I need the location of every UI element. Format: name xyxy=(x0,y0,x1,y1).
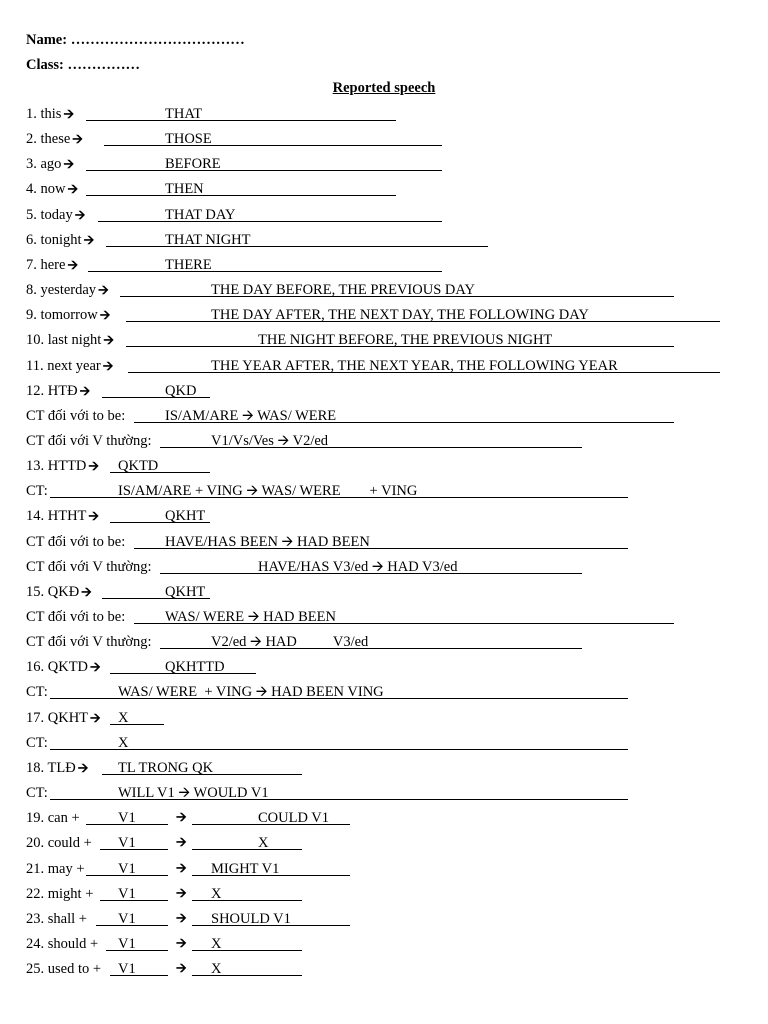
answer-text: QKHT xyxy=(165,583,206,600)
row-label: CT đối với to be: xyxy=(26,407,126,424)
answer-text: QKD xyxy=(165,382,197,399)
answer-text: QKTD xyxy=(118,458,159,475)
arrow-icon: 🡪 xyxy=(88,509,99,525)
class-dots: …………… xyxy=(67,57,140,73)
row-label: 11. next year 🡪 xyxy=(26,357,114,374)
answer-blank xyxy=(104,129,442,146)
modal-right-text: MIGHT V1 xyxy=(211,860,280,877)
answer-text: V1/Vs/Ves 🡪 V2/ed xyxy=(211,432,329,449)
modal-left-blank xyxy=(106,934,168,951)
arrow-icon: 🡪 xyxy=(103,333,114,349)
arrow-icon: 🡪 xyxy=(176,910,187,926)
class-label: Class: xyxy=(26,57,64,73)
row-label: 6. tonight 🡪 xyxy=(26,231,95,248)
modal-right-blank xyxy=(192,934,302,951)
modal-left-text: V1 xyxy=(118,835,136,852)
arrow-icon: 🡪 xyxy=(176,885,187,901)
row-label: CT đối với V thường: xyxy=(26,558,152,575)
modal-right-text: COULD V1 xyxy=(258,810,330,827)
answer-text: THE NIGHT BEFORE, THE PREVIOUS NIGHT xyxy=(258,332,553,349)
answer-text: THOSE xyxy=(165,131,212,148)
modal-left-text: V1 xyxy=(118,860,136,877)
answer-text: IS/AM/ARE + VING 🡪 WAS/ WERE + VING xyxy=(118,483,418,500)
arrow-icon: 🡪 xyxy=(67,182,79,198)
answer-text: WILL V1 🡪 WOULD V1 xyxy=(118,785,269,802)
row-label: CT đối với V thường: xyxy=(26,432,152,449)
name-dots: ……………………………… xyxy=(70,32,245,48)
modal-right-text: X xyxy=(211,885,222,902)
row-label: CT: xyxy=(26,734,48,751)
arrow-icon: 🡪 xyxy=(98,283,109,299)
answer-text: X xyxy=(118,709,129,726)
answer-blank xyxy=(86,179,396,196)
modal-label: 22. might + xyxy=(26,885,94,902)
modal-label: 25. used to + xyxy=(26,961,102,978)
arrow-icon: 🡪 xyxy=(88,459,99,475)
answer-text: THE DAY BEFORE, THE PREVIOUS DAY xyxy=(211,282,475,299)
answer-text: THERE xyxy=(165,256,212,273)
row-label: CT đối với to be: xyxy=(26,533,126,550)
answer-blank xyxy=(88,255,442,272)
row-label: 16. QKTD 🡪 xyxy=(26,659,101,676)
arrow-icon: 🡪 xyxy=(90,660,101,676)
arrow-icon: 🡪 xyxy=(102,358,114,374)
answer-text: QKHTTD xyxy=(165,659,225,676)
arrow-icon: 🡪 xyxy=(77,760,89,776)
row-label: 14. HTHT 🡪 xyxy=(26,508,99,525)
row-label: CT: xyxy=(26,483,48,500)
arrow-icon: 🡪 xyxy=(176,835,187,851)
arrow-icon: 🡪 xyxy=(79,383,91,399)
arrow-icon: 🡪 xyxy=(176,860,187,876)
row-label: CT đối với to be: xyxy=(26,609,126,625)
answer-text: V2/ed 🡪 HAD V3/ed xyxy=(211,634,369,651)
modal-right-text: SHOULD V1 xyxy=(211,910,291,927)
answer-text: TL TRONG QK xyxy=(118,759,214,776)
arrow-icon: 🡪 xyxy=(176,810,187,826)
answer-blank xyxy=(98,205,442,222)
row-label: 8. yesterday 🡪 xyxy=(26,282,109,299)
answer-text: THEN xyxy=(165,181,204,198)
arrow-icon: 🡪 xyxy=(99,308,111,324)
row-label: 1. this 🡪 xyxy=(26,106,75,122)
modal-label: 20. could + xyxy=(26,835,92,852)
row-label: 15. QKĐ 🡪 xyxy=(26,583,92,600)
name-line xyxy=(26,30,245,50)
arrow-icon: 🡪 xyxy=(74,207,86,223)
arrow-icon: 🡪 xyxy=(81,584,92,600)
answer-text: THE DAY AFTER, THE NEXT DAY, THE FOLLOWING DAY xyxy=(211,307,589,324)
answer-text: BEFORE xyxy=(165,156,221,173)
row-label: 5. today 🡪 xyxy=(26,206,86,223)
answer-text: THAT NIGHT xyxy=(165,231,251,248)
answer-blank xyxy=(86,104,396,121)
class-line xyxy=(26,55,140,75)
name-label: Name: xyxy=(26,32,68,48)
answer-text: WAS/ WERE 🡪 HAD BEEN xyxy=(165,609,336,625)
modal-label: 24. should + xyxy=(26,935,99,952)
modal-right-text: X xyxy=(211,935,222,952)
arrow-icon: 🡪 xyxy=(72,132,83,148)
arrow-icon: 🡪 xyxy=(63,157,74,173)
modal-left-text: V1 xyxy=(118,935,136,952)
answer-text: HAVE/HAS V3/ed 🡪 HAD V3/ed xyxy=(258,558,458,575)
row-label: 18. TLĐ 🡪 xyxy=(26,759,89,776)
modal-left-text: V1 xyxy=(118,910,136,927)
modal-label: 21. may + xyxy=(26,860,85,877)
modal-left-text: V1 xyxy=(118,961,136,978)
arrow-icon: 🡪 xyxy=(67,257,79,273)
row-label: 10. last night 🡪 xyxy=(26,332,114,349)
row-label: 13. HTTD 🡪 xyxy=(26,458,99,475)
modal-left-text: V1 xyxy=(118,810,136,827)
row-label: 2. these 🡪 xyxy=(26,131,83,148)
row-label: 3. ago 🡪 xyxy=(26,156,74,173)
answer-blank xyxy=(86,154,442,171)
answer-text: QKHT xyxy=(165,508,206,525)
row-label: CT đối với V thường: xyxy=(26,634,152,651)
modal-left-text: V1 xyxy=(118,885,136,902)
modal-label: 23. shall + xyxy=(26,910,87,927)
row-label: CT: xyxy=(26,785,48,802)
answer-blank xyxy=(50,733,628,750)
answer-text: X xyxy=(118,734,129,751)
modal-right-blank xyxy=(192,833,302,850)
modal-label: 19. can + xyxy=(26,810,80,827)
answer-text: IS/AM/ARE 🡪 WAS/ WERE xyxy=(165,407,337,424)
arrow-icon: 🡪 xyxy=(176,961,187,977)
arrow-icon: 🡪 xyxy=(176,935,187,951)
answer-blank xyxy=(106,230,488,247)
row-label: CT: xyxy=(26,684,48,701)
answer-text: WAS/ WERE + VING 🡪 HAD BEEN VING xyxy=(118,684,384,701)
row-label: 7. here 🡪 xyxy=(26,256,79,273)
arrow-icon: 🡪 xyxy=(83,232,95,248)
row-label: 9. tomorrow 🡪 xyxy=(26,307,111,324)
modal-right-text: X xyxy=(211,961,222,978)
arrow-icon: 🡪 xyxy=(90,710,101,726)
answer-text: HAVE/HAS BEEN 🡪 HAD BEEN xyxy=(165,533,370,550)
page-title: Reported speech xyxy=(332,80,436,96)
modal-right-text: X xyxy=(258,835,269,852)
answer-text: THE YEAR AFTER, THE NEXT YEAR, THE FOLLOWING YEAR xyxy=(211,357,618,374)
modal-right-blank xyxy=(192,959,302,976)
modal-right-blank xyxy=(192,884,302,901)
row-label: 17. QKHT 🡪 xyxy=(26,709,101,726)
arrow-icon: 🡪 xyxy=(63,107,75,122)
row-label: 12. HTĐ 🡪 xyxy=(26,382,91,399)
answer-text: THAT xyxy=(165,106,203,122)
answer-text: THAT DAY xyxy=(165,206,236,223)
row-label: 4. now 🡪 xyxy=(26,181,79,198)
